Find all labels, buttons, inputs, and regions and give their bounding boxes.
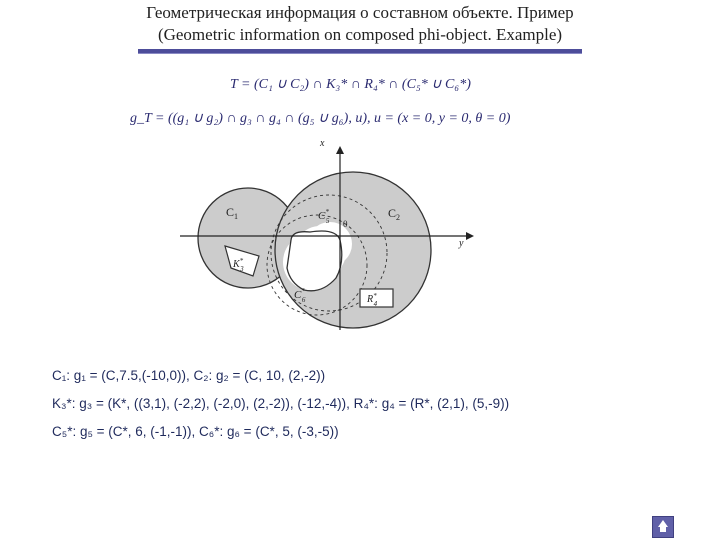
axis-x-label: x (320, 138, 325, 149)
title-english: (Geometric information on composed phi-object. Example) (157, 25, 563, 44)
label-c2: $C_2$ (388, 206, 401, 222)
origin-label: 0 (343, 219, 348, 229)
label-c6: C* 6 (294, 287, 306, 304)
formula-geometric-info: g_T = ((g₁ ∪ g₂) ∩ g₃ ∩ g₄ ∩ (g₅ ∪ g₆), u), u = (x = 0, y = 0, θ = 0) (130, 111, 511, 126)
axis-y-label: y (459, 238, 464, 249)
spec-c1-c2: C₁: g₁ = (C,7.5,(-10,0)), C₂: g₂ = (C, 10, (2,-2)) (52, 368, 326, 383)
home-icon[interactable] (652, 516, 674, 538)
label-k3: K* 3 (233, 257, 244, 273)
formula-composition: T = (C₁ ∪ C₂) ∩ K₃* ∩ R₄* ∩ (C₅* ∪ C₆*) (230, 77, 471, 92)
label-c1: $C_1$ (226, 205, 239, 221)
label-c5: C* 5 (318, 208, 330, 225)
spec-c5-c6: C₅*: g₅ = (C*, 6, (-1,-1)), C₆*: g₆ = (C*, 5, (-3,-5)) (52, 424, 339, 439)
spec-k3-r4: K₃*: g₃ = (K*, ((3,1), (-2,2), (-2,0), (2,-2)), (-12,-4)), R₄*: g₄ = (R*, (2,1), (5,-9)) (52, 396, 510, 411)
label-r4: R* 4 (367, 292, 378, 308)
title-russian: Геометрическая информация о составном объекте. Пример (146, 3, 574, 22)
